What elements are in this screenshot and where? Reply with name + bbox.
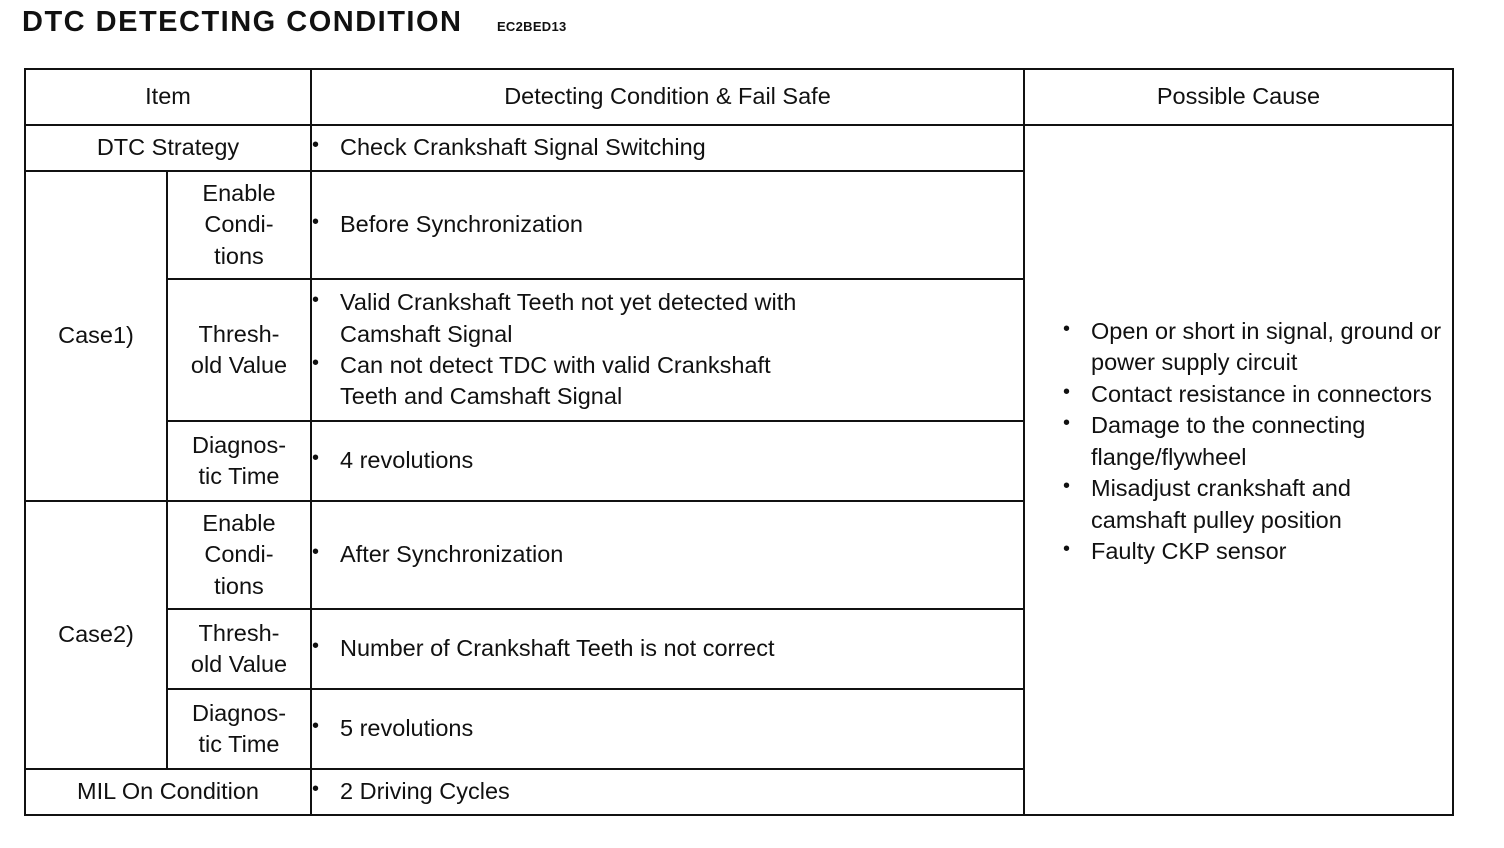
case1-threshold-label [167,279,311,421]
label-line: Diagnos- [191,699,287,726]
case1-diagnostic-label [167,421,311,501]
label-line: Diagnos- [191,431,287,458]
mil-on-condition-label: MIL On Condition [25,769,311,815]
case1-diagnostic-value [311,421,1024,501]
list-item: • Number of Crankshaft Teeth is not correct [312,633,1023,664]
label-line: Enable [202,179,276,206]
list-item: • Misadjust crankshaft and camshaft pulley position [1063,473,1442,536]
document-code: EC2BED13 [496,19,567,34]
case2-label: Case2) [25,501,167,769]
header-possible-cause: Possible Cause [1024,69,1453,125]
table-header-row [25,69,1453,125]
label-line: Condi- [204,211,274,238]
case2-enable-label [167,501,311,609]
cause-spacer [1063,126,1442,316]
list-item: • 4 revolutions [312,445,1023,476]
label-line: tic Time [198,731,280,757]
case2-diagnostic-label [167,689,311,769]
list-item: • Contact resistance in connectors [1063,379,1442,410]
case1-enable-value [311,171,1024,279]
case1-threshold-value [311,279,1024,421]
mil-on-condition-value [311,769,1024,815]
possible-cause-list [1063,316,1442,568]
dtc-strategy-value [311,125,1024,171]
case1-label: Case1) [25,171,167,501]
list-item: • Can not detect TDC with valid Crankshaft Teeth and Camshaft Signal [312,350,832,413]
list-item: • Open or short in signal, ground or power supply circuit [1063,316,1442,379]
case2-threshold-label [167,609,311,689]
list-item: • Before Synchronization [312,209,1023,240]
header-item: Item [25,69,311,125]
label-line: tic Time [198,463,280,489]
possible-cause-cell [1024,125,1453,815]
case2-diagnostic-value [311,689,1024,769]
label-line: Thresh- [198,619,280,646]
list-item: • Check Crankshaft Signal Switching [312,132,1023,163]
case2-enable-value [311,501,1024,609]
page-title: DTC DETECTING CONDITION [22,6,463,38]
label-line: tions [214,242,264,269]
list-item: • 5 revolutions [312,713,1023,744]
label-line: Condi- [204,541,274,568]
list-item: • Faulty CKP sensor [1063,536,1442,567]
list-item: • Damage to the connecting flange/flywheel [1063,410,1442,473]
dtc-strategy-label: DTC Strategy [25,125,311,171]
dtc-condition-table [24,68,1454,816]
case2-threshold-value [311,609,1024,689]
list-item: • After Synchronization [312,539,1023,570]
table-row-dtc-strategy [25,125,1453,171]
page-header [22,6,567,46]
label-line: old Value [190,352,288,378]
list-item: • 2 Driving Cycles [312,776,1023,807]
label-line: old Value [190,651,288,677]
header-detecting-condition: Detecting Condition & Fail Safe [311,69,1024,125]
case1-enable-label [167,171,311,279]
label-line: Enable [202,509,276,536]
list-item: • Valid Crankshaft Teeth not yet detected with Camshaft Signal [312,287,832,350]
label-line: Thresh- [198,320,280,347]
label-line: tions [214,572,264,599]
